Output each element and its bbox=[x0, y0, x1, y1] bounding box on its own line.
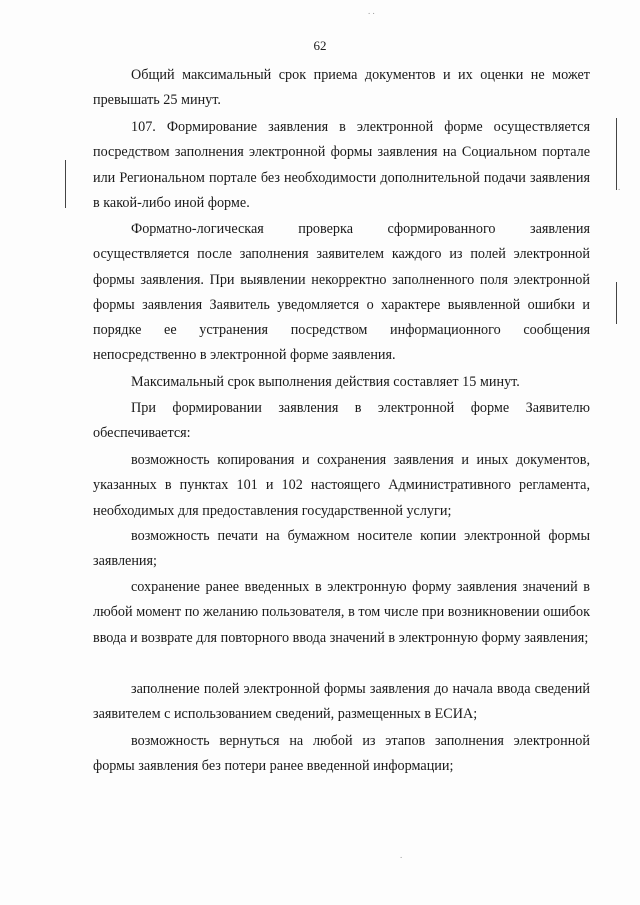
margin-mark-right-2 bbox=[616, 282, 617, 324]
scan-artifact: . . bbox=[368, 6, 375, 16]
margin-mark-left bbox=[65, 160, 66, 208]
scan-artifact: . bbox=[618, 182, 621, 192]
page-number: 62 bbox=[313, 38, 327, 53]
paragraph-1: Общий максимальный срок приема документов и их оценки не может превышать 25 минут. bbox=[93, 67, 590, 109]
list-item-5: возможность вернуться на любой из этапов заполнения электронной формы заявления без потери ранее введенной информации; bbox=[93, 733, 590, 775]
list-item-1: возможность копирования и сохранения заявления и иных документов, указанных в пунктах 101 и 102 настоящего Административного регламента, необходимых для предоставления государственной услуги; bbox=[93, 452, 590, 519]
paragraph-2: 107. Формирование заявления в электронной форме осуществляется посредством заполнения электронной формы заявления на Социальном портале или Региональном портале без необходимости дополнительной подачи заявления в какой-либо иной форме. bbox=[93, 119, 590, 211]
scan-artifact: . bbox=[400, 850, 403, 860]
list-item-2: возможность печати на бумажном носителе копии электронной формы заявления; bbox=[93, 528, 590, 570]
list-item-4: заполнение полей электронной формы заявления до начала ввода сведений заявителем с использованием сведений, размещенных в ЕСИА; bbox=[93, 681, 590, 723]
list-item-3: сохранение ранее введенных в электронную форму заявления значений в любой момент по желанию пользователя, в том числе при возникновении ошибок ввода и возврате для повторного ввода значений в электронную форму заявления; bbox=[93, 579, 590, 646]
paragraph-3: Форматно-логическая проверка сформированного заявления осуществляется после заполнения заявителем каждого из полей электронной формы заявления. При выявлении некорректно заполненного поля электронной формы заявления Заявитель уведомляется о характере выявленной ошибки и порядке ее устранения посредством информационного сообщения непосредственно в электронной форме заявления. bbox=[93, 221, 590, 364]
paragraph-5: При формировании заявления в электронной форме Заявителю обеспечивается: bbox=[93, 400, 590, 442]
margin-mark-right-1 bbox=[616, 118, 617, 190]
paragraph-4: Максимальный срок выполнения действия составляет 15 минут. bbox=[131, 374, 520, 390]
